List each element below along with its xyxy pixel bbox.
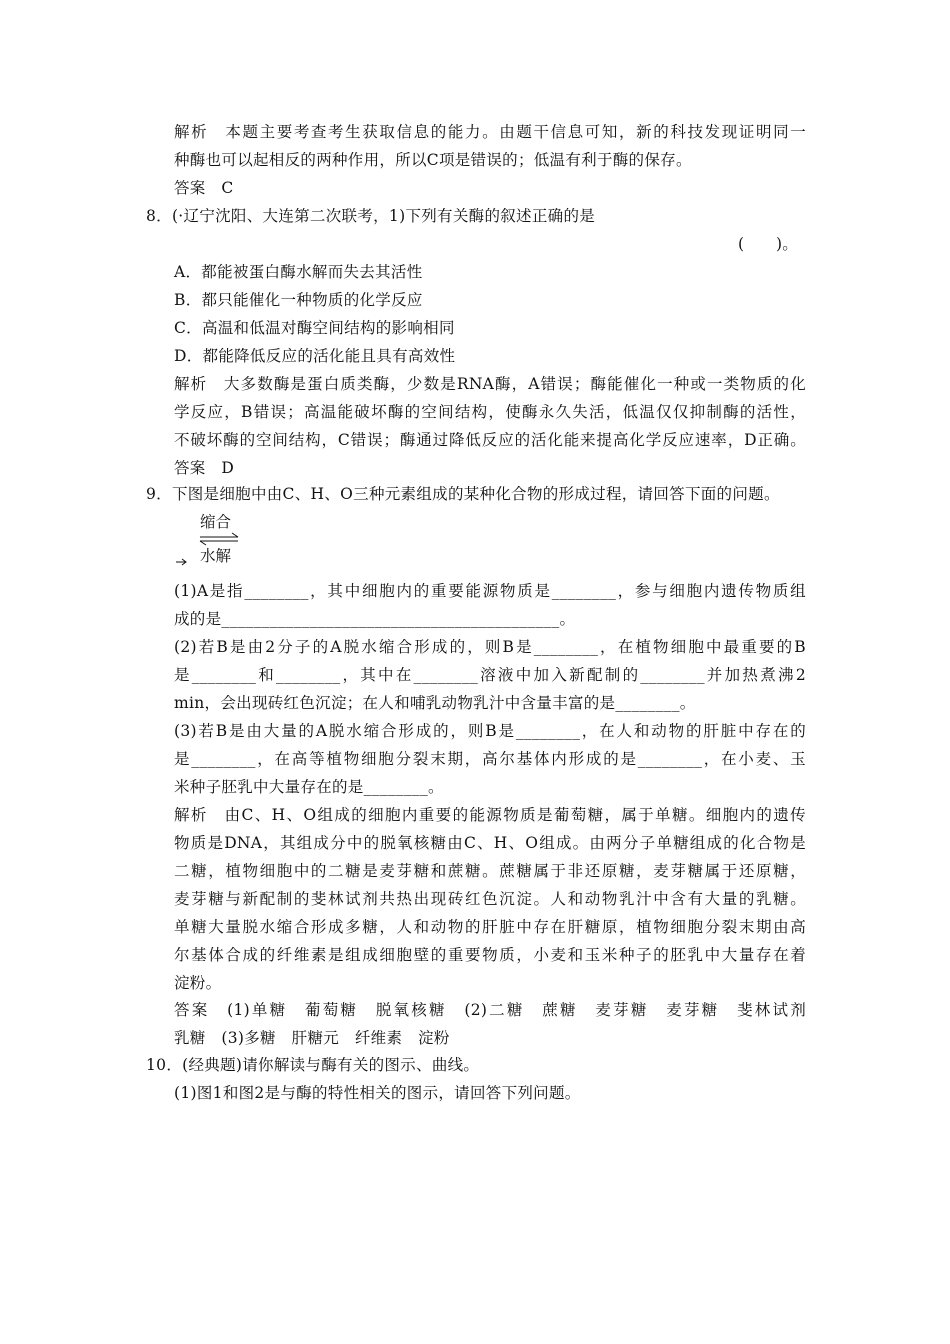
q8-option-b: B．都只能催化一种物质的化学反应 bbox=[174, 291, 423, 309]
q7-analysis-line-2: 种酶也可以起相反的两种作用，所以C项是错误的；低温有利于酶的保存。 bbox=[174, 151, 692, 169]
q9-part3-line-2: 是________，在高等植物细胞分裂末期，高尔基体内形成的是________，在小麦、玉 bbox=[174, 750, 806, 768]
q8-answer: 答案 D bbox=[174, 459, 235, 477]
condensation-label: 缩合 bbox=[200, 513, 232, 531]
reaction-diagram bbox=[174, 512, 254, 572]
q9-analysis-line-4: 麦芽糖与新配制的斐林试剂共热出现砖红色沉淀。人和动物乳汁中含有大量的乳糖。 bbox=[174, 890, 806, 908]
q8-option-a: A．都能被蛋白酶水解而失去其活性 bbox=[174, 263, 423, 281]
q9-analysis-line-7: 淀粉。 bbox=[174, 974, 222, 992]
q9-analysis-line-6: 尔基体合成的纤维素是组成细胞壁的重要物质，小麦和玉米种子的胚乳中大量存在着 bbox=[174, 946, 806, 964]
q9-part3-line-1: (3)若B是由大量的A脱水缩合形成的，则B是________，在人和动物的肝脏中存在的 bbox=[174, 722, 806, 740]
q9-part1-line-2: 成的是__________________________________________。 bbox=[174, 610, 576, 628]
q8-option-d: D．都能降低反应的活化能且具有高效性 bbox=[174, 347, 456, 365]
q8-stem: 8．(·辽宁沈阳、大连第二次联考，1)下列有关酶的叙述正确的是 bbox=[146, 207, 596, 225]
q9-part2-line-2: 是________和________，其中在________溶液中加入新配制的________并加热煮沸2 bbox=[174, 666, 806, 684]
q9-analysis-line-3: 二糖，植物细胞中的二糖是麦芽糖和蔗糖。蔗糖属于非还原糖，麦芽糖属于还原糖， bbox=[174, 862, 806, 880]
q10-stem: 10．(经典题)请你解读与酶有关的图示、曲线。 bbox=[146, 1056, 480, 1074]
q7-answer: 答案 C bbox=[174, 179, 234, 197]
q9-analysis-line-1: 解析 由C、H、O组成的细胞内重要的能源物质是葡萄糖，属于单糖。细胞内的遗传 bbox=[174, 806, 806, 824]
q9-part3-line-3: 米种子胚乳中大量存在的是________。 bbox=[174, 778, 444, 796]
q9-analysis-line-5: 单糖大量脱水缩合形成多糖，人和动物的肝脏中存在肝糖原，植物细胞分裂末期由高 bbox=[174, 918, 806, 936]
q8-answer-bracket: ( )。 bbox=[738, 235, 799, 253]
q9-stem: 9．下图是细胞中由C、H、O三种元素组成的某种化合物的形成过程，请回答下面的问题。 bbox=[146, 485, 780, 503]
hydrolysis-label: 水解 bbox=[200, 547, 232, 565]
q8-analysis-line-1: 解析 大多数酶是蛋白质类酶，少数是RNA酶，A错误；酶能催化一种或一类物质的化 bbox=[174, 375, 806, 393]
q10-part1: (1)图1和图2是与酶的特性相关的图示，请回答下列问题。 bbox=[174, 1084, 581, 1102]
q9-part2-line-1: (2)若B是由2分子的A脱水缩合形成的，则B是________，在植物细胞中最重要的B bbox=[174, 638, 806, 656]
q9-part1-line-1: (1)A是指________，其中细胞内的重要能源物质是________，参与细胞内遗传物质组 bbox=[174, 582, 806, 600]
q7-analysis-line-1: 解析 本题主要考查考生获取信息的能力。由题干信息可知，新的科技发现证明同一 bbox=[174, 123, 806, 141]
q8-option-c: C．高温和低温对酶空间结构的影响相同 bbox=[174, 319, 455, 337]
q9-answer-line-2: 乳糖 (3)多糖 肝糖元 纤维素 淀粉 bbox=[174, 1029, 450, 1047]
q9-analysis-line-2: 物质是DNA，其组成分中的脱氧核糖由C、H、O组成。由两分子单糖组成的化合物是 bbox=[174, 834, 806, 852]
q8-analysis-line-3: 不破坏酶的空间结构，C错误；酶通过降低反应的活化能来提高化学反应速率，D正确。 bbox=[174, 431, 806, 449]
q9-part2-line-3: min，会出现砖红色沉淀；在人和哺乳动物乳汁中含量丰富的是________。 bbox=[174, 694, 696, 712]
q9-answer-line-1: 答案 (1)单糖 葡萄糖 脱氧核糖 (2)二糖 蔗糖 麦芽糖 麦芽糖 斐林试剂 bbox=[174, 1001, 806, 1019]
q8-analysis-line-2: 学反应，B错误；高温能破坏酶的空间结构，使酶永久失活，低温仅仅抑制酶的活性， bbox=[174, 403, 806, 421]
